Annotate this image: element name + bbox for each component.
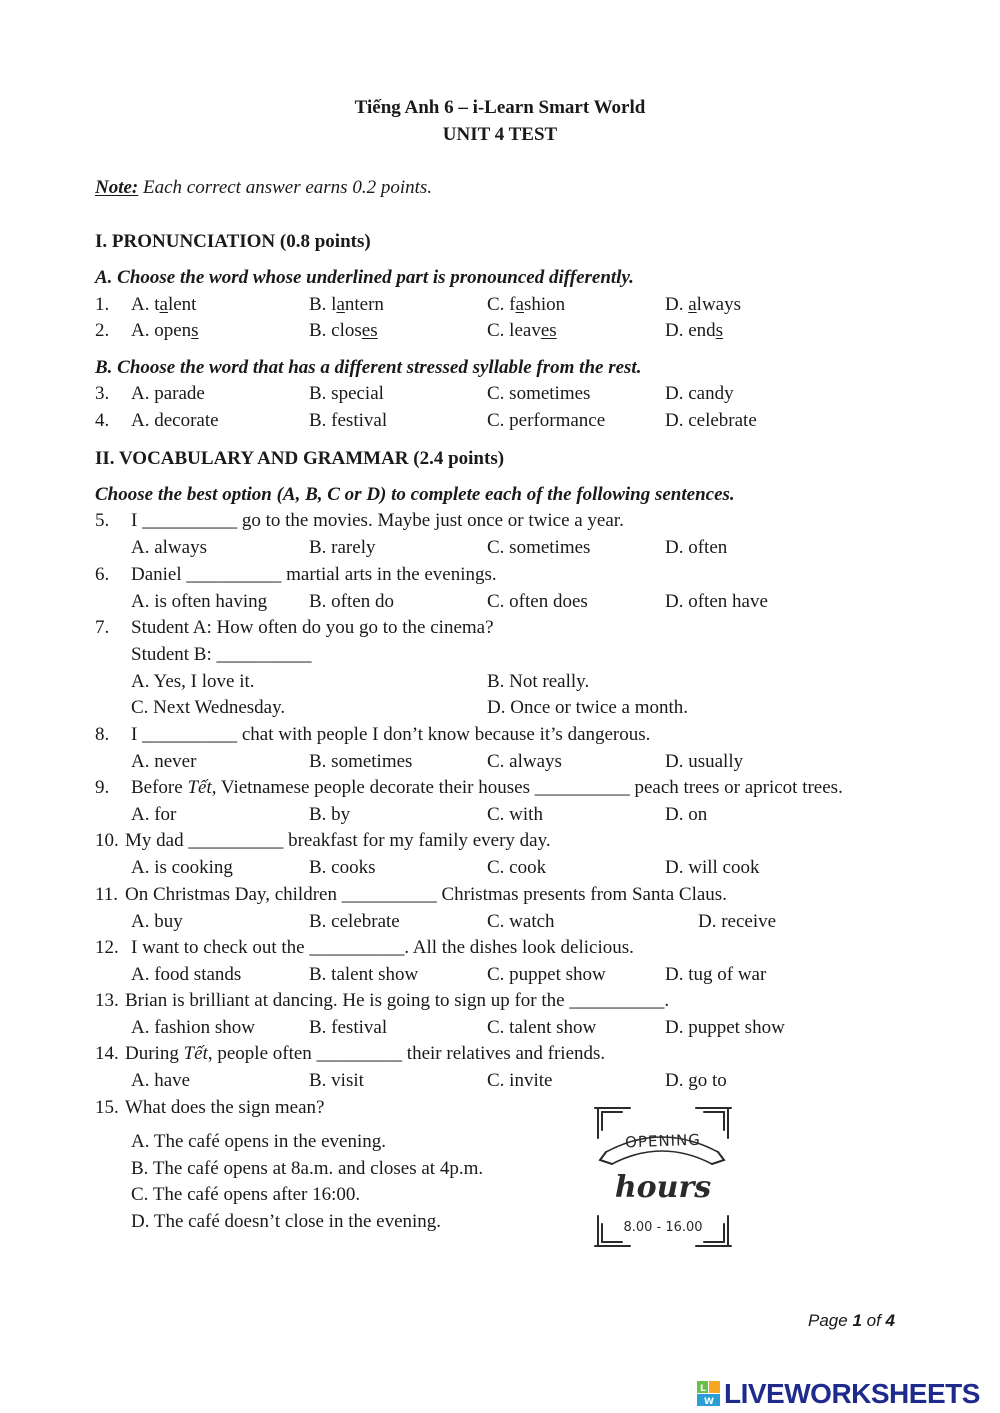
option-c[interactable]: C. watch	[487, 911, 555, 932]
option-b[interactable]: B. by	[309, 804, 351, 825]
option-a[interactable]: A. is cooking	[131, 857, 233, 878]
option-c[interactable]: C. with	[487, 804, 543, 825]
section-vocabulary-heading: II. VOCABULARY AND GRAMMAR (2.4 points)	[95, 448, 505, 469]
question-number: 6.	[95, 564, 110, 585]
option-d[interactable]: D. celebrate	[665, 410, 757, 431]
question-number: 14.	[95, 1043, 119, 1064]
option-a[interactable]: A. fashion show	[131, 1017, 256, 1038]
question-number: 1.	[95, 294, 110, 315]
question-number: 5.	[95, 510, 110, 531]
option-d[interactable]: D. usually	[665, 751, 744, 772]
option-a[interactable]: A. have	[131, 1070, 191, 1091]
question-number: 13.	[95, 990, 119, 1011]
option-b[interactable]: B. often do	[309, 591, 394, 612]
option-a[interactable]: A. for	[131, 804, 177, 825]
option-a[interactable]: A. decorate	[131, 410, 219, 431]
option-b[interactable]: B. special	[309, 383, 384, 404]
option-d[interactable]: D. always	[665, 294, 741, 315]
option-a[interactable]: A. food stands	[131, 964, 242, 985]
page-number: Page 1 of 4	[808, 1311, 895, 1330]
opening-hours-sign	[592, 1104, 734, 1250]
option-d[interactable]: D. go to	[665, 1070, 727, 1091]
logo-letter-w: W	[704, 1397, 714, 1407]
option-a[interactable]: A. always	[131, 537, 207, 558]
question-number: 3.	[95, 383, 110, 404]
option-a[interactable]: A. is often having	[131, 591, 268, 612]
option-c[interactable]: C. performance	[487, 410, 606, 431]
question-stem: What does the sign mean?	[125, 1097, 325, 1118]
option-c[interactable]: C. Next Wednesday.	[131, 697, 286, 718]
option-d[interactable]: D. candy	[665, 383, 734, 404]
note-text: Each correct answer earns 0.2 points.	[138, 177, 433, 198]
option-a[interactable]: A. The café opens in the evening.	[131, 1131, 387, 1152]
option-b[interactable]: B. talent show	[309, 964, 419, 985]
option-b[interactable]: B. closes	[309, 320, 378, 341]
option-d[interactable]: D. receive	[698, 911, 777, 932]
option-b[interactable]: B. sometimes	[309, 751, 413, 772]
section-pronunciation-heading: I. PRONUNCIATION (0.8 points)	[95, 231, 371, 252]
question-stem: I __________ chat with people I don’t know because it’s dangerous.	[131, 724, 651, 745]
question-number: 15.	[95, 1097, 119, 1118]
note-label: Note:	[95, 177, 139, 198]
part-b-instruction: B. Choose the word that has a different stressed syllable from the rest.	[95, 357, 642, 378]
question-number: 9.	[95, 777, 110, 798]
option-d[interactable]: D. tug of war	[665, 964, 767, 985]
question-stem: I __________ go to the movies. Maybe just once or twice a year.	[131, 510, 624, 531]
option-a[interactable]: A. Yes, I love it.	[131, 671, 255, 692]
option-c[interactable]: C. invite	[487, 1070, 553, 1091]
option-b[interactable]: B. festival	[309, 1017, 388, 1038]
question-stem: Brian is brilliant at dancing. He is going to sign up for the __________.	[125, 990, 670, 1011]
question-stem: Before Tết, Vietnamese people decorate their houses __________ peach trees or apricot trees.	[131, 777, 843, 798]
option-a[interactable]: A. talent	[131, 294, 197, 315]
option-d[interactable]: D. Once or twice a month.	[487, 697, 689, 718]
option-a[interactable]: A. opens	[131, 320, 199, 341]
document-subtitle: Tiếng Anh 6 – i-Learn Smart World	[354, 97, 646, 118]
option-d[interactable]: D. often	[665, 537, 728, 558]
option-b[interactable]: B. celebrate	[309, 911, 400, 932]
question-stem: Student A: How often do you go to the cinema?	[131, 617, 494, 638]
option-c[interactable]: C. leaves	[487, 320, 557, 341]
question-number: 7.	[95, 617, 110, 638]
option-c[interactable]: C. sometimes	[487, 383, 591, 404]
option-c[interactable]: C. often does	[487, 591, 588, 612]
question-number: 8.	[95, 724, 110, 745]
question-stem: Daniel __________ martial arts in the evenings.	[131, 564, 497, 585]
option-c[interactable]: C. sometimes	[487, 537, 591, 558]
question-number: 10.	[95, 830, 119, 851]
sign-line3: 8.00 - 16.00	[623, 1220, 703, 1235]
question-number: 4.	[95, 410, 110, 431]
option-b[interactable]: B. festival	[309, 410, 388, 431]
option-d[interactable]: D. The café doesn’t close in the evening.	[131, 1211, 442, 1232]
question-stem: My dad __________ breakfast for my family every day.	[125, 830, 551, 851]
option-c[interactable]: C. always	[487, 751, 562, 772]
option-b[interactable]: B. visit	[309, 1070, 364, 1091]
option-d[interactable]: D. puppet show	[665, 1017, 785, 1038]
question-stem: On Christmas Day, children __________ Christmas presents from Santa Claus.	[125, 884, 727, 905]
option-b[interactable]: B. The café opens at 8a.m. and closes at 4p.m.	[131, 1158, 484, 1179]
option-c[interactable]: C. puppet show	[487, 964, 606, 985]
option-c[interactable]: C. fashion	[487, 294, 566, 315]
question-stem: During Tết, people often _________ their relatives and friends.	[125, 1043, 606, 1064]
option-b[interactable]: B. Not really.	[487, 671, 590, 692]
note-line	[95, 177, 432, 199]
option-c[interactable]: C. cook	[487, 857, 547, 878]
question-number: 11.	[95, 884, 119, 905]
option-a[interactable]: A. never	[131, 751, 197, 772]
option-d[interactable]: D. on	[665, 804, 708, 825]
sign-line2: hours	[614, 1170, 712, 1205]
option-b[interactable]: B. lantern	[309, 294, 384, 315]
part-a-instruction: A. Choose the word whose underlined part is pronounced differently.	[95, 267, 634, 288]
option-c[interactable]: C. The café opens after 16:00.	[131, 1184, 361, 1205]
liveworksheets-logo-icon	[697, 1381, 721, 1407]
liveworksheets-brand: LIVEWORKSHEETS	[724, 1378, 980, 1409]
logo-letter-l: L	[700, 1384, 706, 1394]
option-b[interactable]: B. cooks	[309, 857, 376, 878]
option-d[interactable]: D. often have	[665, 591, 768, 612]
option-b[interactable]: B. rarely	[309, 537, 376, 558]
document-title: UNIT 4 TEST	[442, 124, 558, 145]
option-a[interactable]: A. buy	[131, 911, 183, 932]
option-a[interactable]: A. parade	[131, 383, 205, 404]
question-number: 12.	[95, 937, 119, 958]
section-vocabulary-instruction: Choose the best option (A, B, C or D) to complete each of the following sentences.	[95, 484, 735, 505]
option-d[interactable]: D. ends	[665, 320, 724, 341]
option-c[interactable]: C. talent show	[487, 1017, 597, 1038]
question-stem-2: Student B: __________	[131, 644, 312, 665]
option-d[interactable]: D. will cook	[665, 857, 760, 878]
question-number: 2.	[95, 320, 110, 341]
question-stem: I want to check out the __________. All the dishes look delicious.	[131, 937, 634, 958]
sign-line1: OPENING	[624, 1130, 702, 1152]
